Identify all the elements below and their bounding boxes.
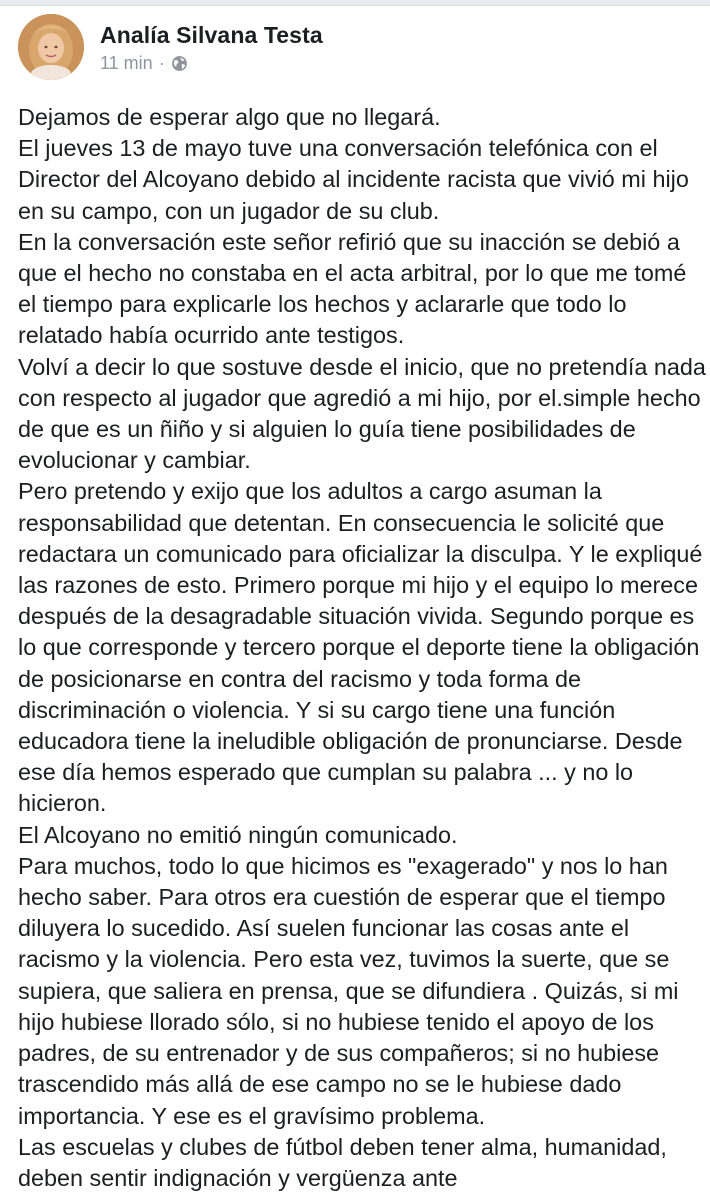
profile-photo [18,14,84,80]
post-timestamp[interactable]: 11 min [100,53,153,73]
post-paragraph: El jueves 13 de mayo tuve una conversación telefónica con el Director del Alcoyano debido al incidente racista que vivió mi hijo en su campo, con un jugador de su club. [18,135,689,224]
post-header [18,14,323,84]
post-paragraph: El Alcoyano no emitió ningún comunicado. [18,821,458,848]
post-paragraph: En la conversación este señor refirió que su inacción se debió a que el hecho no constaba en el acta arbitral, por lo que me tomé el tiempo para explicarle los hechos y aclararle que todo lo relatado había ocurrido ante testigos. [18,228,687,349]
author-name[interactable]: Analía Silvana Testa [100,22,323,48]
post-paragraph: Para muchos, todo lo que hicimos es "exagerado" y nos lo han hecho saber. Para otros era cuestión de esperar que el tiempo diluyera lo sucedido. Así suelen funcionar las cosas ante el racismo y la violencia. Pero esta vez, tuvimos la suerte, que se supiera, que saliera en prensa, que se difundiera . Quizás, si mi hijo hubiese llorado sólo, si no hubiese tenido el apoyo de los padres, de su entrenador y de sus compañeros; si no hubiese trascendido más allá de ese campo no se le hubiese dado importancia. Y ese es el gravísimo problema. [18,852,679,1129]
post-text [18,102,708,1194]
post-paragraph: Las escuelas y clubes de fútbol deben tener alma, humanidad, deben sentir indignación y vergüenza ante [18,1133,667,1191]
post-subline [100,52,323,74]
post-paragraph: Dejamos de esperar algo que no llegará. [18,104,441,130]
post-meta [100,14,323,74]
globe-icon[interactable] [171,55,188,72]
top-divider [0,0,710,6]
separator-dot: · [158,53,165,73]
post-paragraph: Pero pretendo y exijo que los adultos a cargo asuman la responsabilidad que detentan. En consecuencia le solicité que redactara un comunicado para oficializar la disculpa. Y le expliqué las razones de esto. Primero porque mi hijo y el equipo lo merece después de la desagradable situación vivida. Segundo porque es lo que corresponde y tercero porque el deporte tiene la obligación de posicionarse en contra del racismo y toda forma de discriminación o violencia. Y si su cargo tiene una función educadora tiene la ineludible obligación de pronunciarse. Desde ese día hemos esperado que cumplan su palabra ... y no lo hicieron. [18,478,703,817]
post-paragraph: Volví a decir lo que sostuve desde el inicio, que no pretendía nada con respecto al jugador que agredió a mi hijo, por el.simple hecho de que es un ñiño y si alguien lo guía tiene posibilidades de evolucionar y cambiar. [18,353,706,474]
avatar[interactable] [18,14,84,80]
